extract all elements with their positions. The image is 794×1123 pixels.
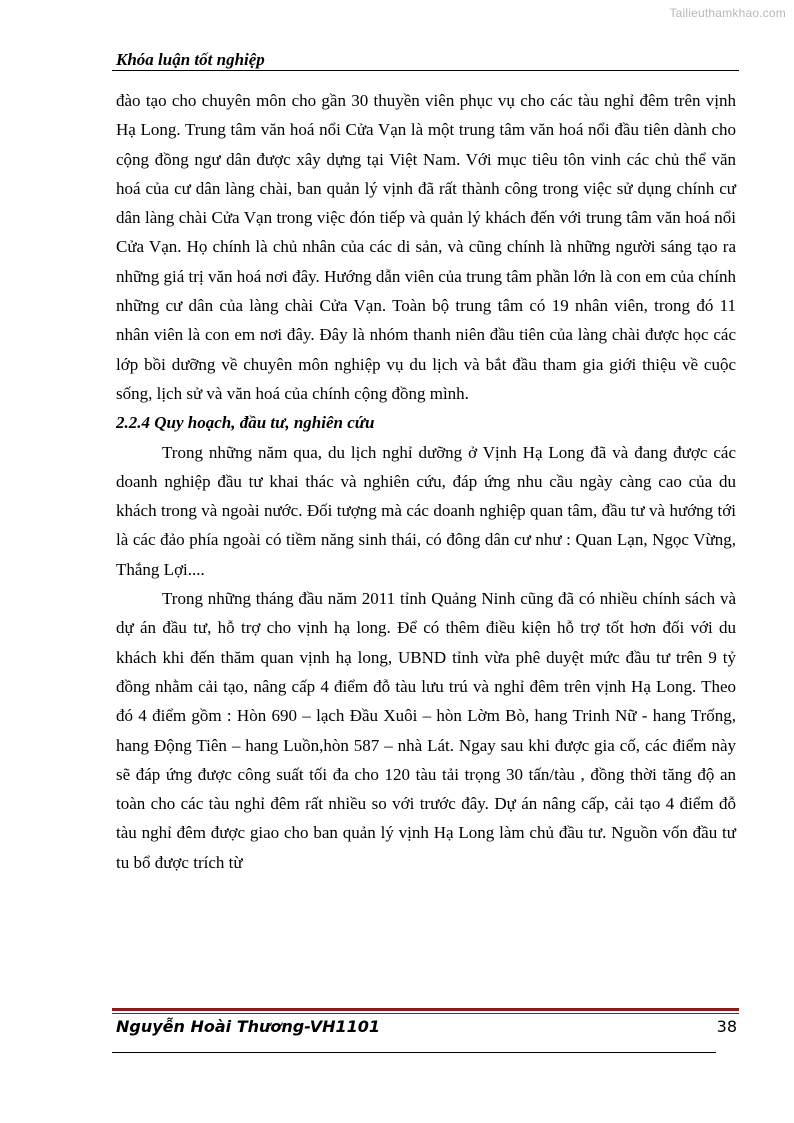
document-body [116, 86, 736, 877]
footer-divider-thin [112, 1013, 739, 1014]
body-paragraph-2: Trong những năm qua, du lịch nghỉ dưỡng ở Vịnh Hạ Long đã và đang được các doanh nghiệp đầu tư khai thác và nghiên cứu, đáp ứng nhu cầu ngày càng cao của du khách trong và ngoài nước. Đối tượng mà các doanh nghiệp quan tâm, đầu tư và hướng tới là các đảo phía ngoài có tiềm năng sinh thái, có đông dân cư như : Quan Lạn, Ngọc Vừng, Thắng Lợi.... [116, 442, 736, 579]
watermark-text: Tailieuthamkhao.com [669, 6, 786, 20]
footer-author: Nguyễn Hoài Thương-VH1101 [116, 1017, 381, 1036]
footer-divider-thick [112, 1008, 739, 1011]
header-title: Khóa luận tốt nghiệp [116, 50, 265, 69]
page-number: 38 [716, 1017, 737, 1036]
body-paragraph-1: đào tạo cho chuyên môn cho gần 30 thuyền viên phục vụ cho các tàu nghỉ đêm trên vịnh Hạ Long. Trung tâm văn hoá nổi Cửa Vạn là một trung tâm văn hoá nổi đầu tiên dành cho cộng đồng ngư dân được xây dựng tại Việt Nam. Với mục tiêu tôn vinh các chủ thể văn hoá của cư dân làng chài, ban quản lý vịnh đã rất thành công trong việc sử dụng chính cư dân làng chài Cửa Vạn trong việc đón tiếp và quản lý khách đến với trung tâm văn hoá nổi Cửa Vạn. Họ chính là chủ nhân của các di sản, và cũng chính là những người sáng tạo ra những giá trị văn hoá nơi đây. Hướng dẫn viên của trung tâm phần lớn là con em của chính những cư dân của làng chài Cửa Vạn. Toàn bộ trung tâm có 19 nhân viên, trong đó 11 nhân viên là con em nơi đây. Đây là nhóm thanh niên đầu tiên của làng chài được học các lớp bồi dưỡng về chuyên môn nghiệp vụ du lịch và bắt đầu tham gia giới thiệu về cuộc sống, lịch sử và văn hoá của chính cộng đồng mình. [116, 91, 736, 403]
body-paragraph-3: Trong những tháng đầu năm 2011 tỉnh Quảng Ninh cũng đã có nhiều chính sách và dự án đầu tư, hỗ trợ cho vịnh hạ long. Để có thêm điều kiện hỗ trợ tốt hơn đối với du khách khi đến thăm quan vịnh hạ long, UBND tỉnh vừa phê duyệt mức đầu tư trên 9 tỷ đồng nhằm cải tạo, nâng cấp 4 điểm đỗ tàu lưu trú và nghỉ đêm trên vịnh Hạ Long. Theo đó 4 điểm gồm : Hòn 690 – lạch Đầu Xuôi – hòn Lờm Bò, hang Trinh Nữ - hang Trống, hang Động Tiên – hang Luồn,hòn 587 – nhà Lát. Ngay sau khi được gia cố, các điểm này sẽ đáp ứng được công suất tối đa cho 120 tàu tải trọng 30 tấn/tàu , đồng thời tăng độ an toàn cho các tàu nghỉ đêm rất nhiều so với trước đây. Dự án nâng cấp, cải tạo 4 điểm đỗ tàu nghỉ đêm được giao cho ban quản lý vịnh Hạ Long làm chủ đầu tư. Nguồn vốn đầu tư tu bổ được trích từ [116, 589, 736, 872]
section-heading: 2.2.4 Quy hoạch, đầu tư, nghiên cứu [116, 413, 375, 433]
footer-bottom-divider [112, 1052, 716, 1053]
header-divider [112, 70, 739, 71]
